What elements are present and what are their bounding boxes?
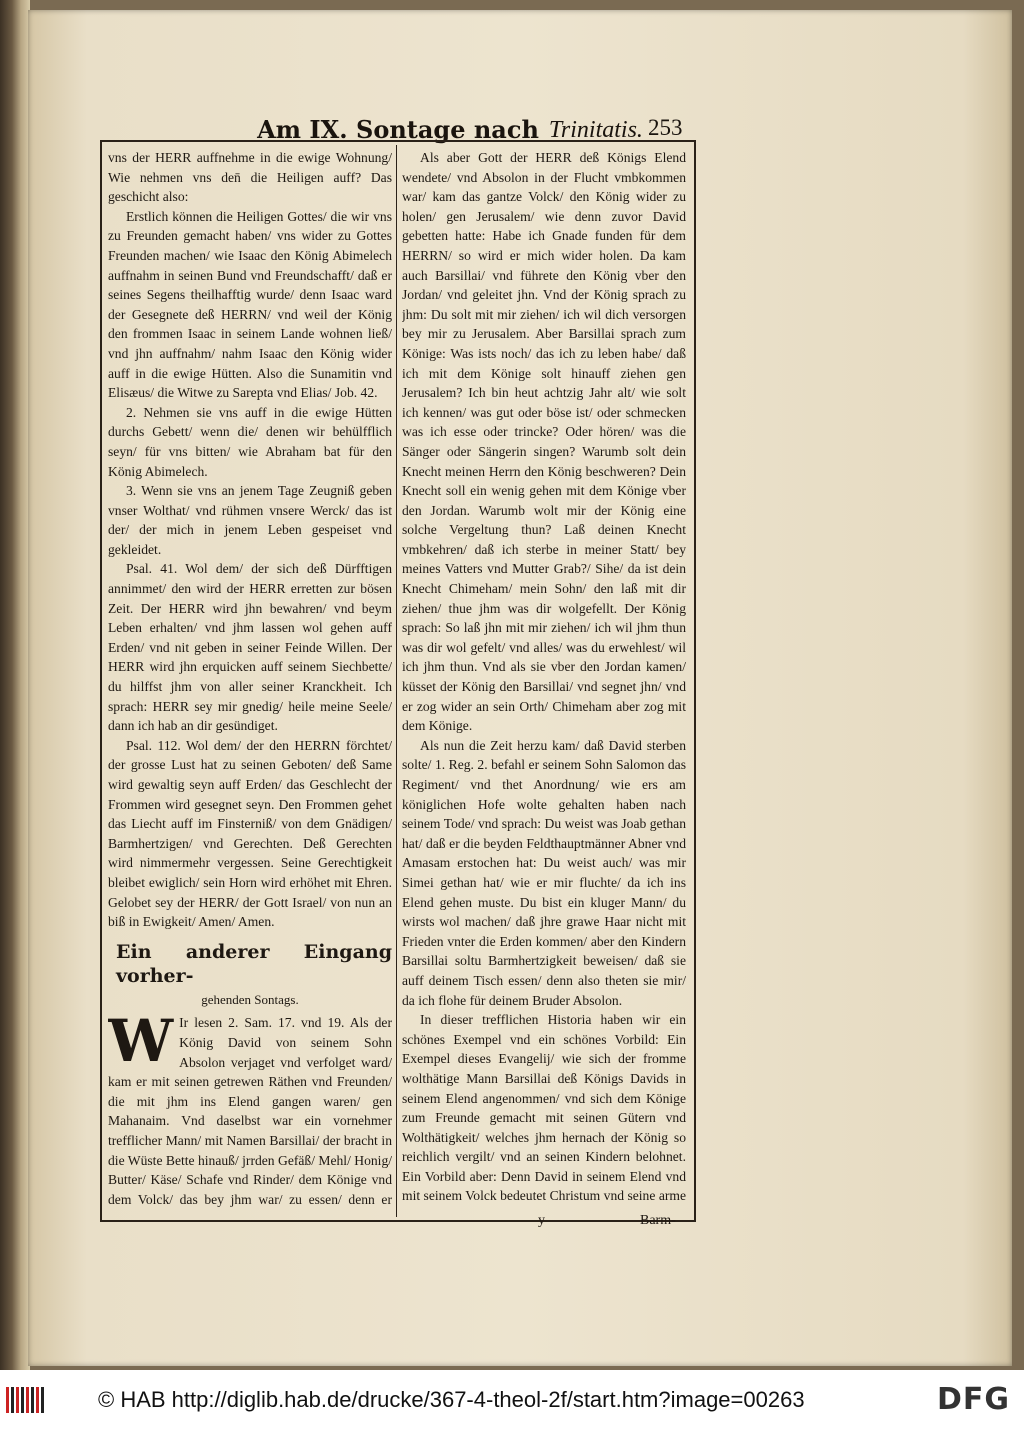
paragraph: Psal. 112. Wol dem/ der den HERRN förchtet/ der grosse Lust hat zu seinen Geboten/ deß Same wird gewaltig seyn auff Erden/ das Geschlecht der Frommen wird gesegnet seyn. Den Frommen gehet das Liecht auff im Finsterniß/ von dem Gnädigen/ Barmhertzigen/ vnd Gerechten. Deß Gerechten wird nimmermehr vergessen. Seine Gerechtigkeit bleibet ewiglich/ sein Horn wird erhöhet mit Ehren. Gelobet sey der HERR/ der Gott Israel/ von nun an biß in Ewigkeit/ Amen/ Amen. <box>108 737 392 930</box>
column-divider <box>396 145 397 1217</box>
credit-link[interactable]: © HAB http://diglib.hab.de/drucke/367-4-theol-2f/start.htm?image=00263 <box>98 1386 805 1412</box>
intro-paragraph <box>108 1007 392 1208</box>
paragraph: 2. Nehmen sie vns auff in die ewige Hütten durchs Gebett/ wenn die/ denen wir behülfflich seyn/ für vns bitten/ wie Abraham bat für den König Abimelech. <box>108 404 392 479</box>
paragraph: Erstlich können die Heiligen Gottes/ die wir vns zu Freunden gemacht haben/ vns wider zu Gottes Freunden machen/ wie Isaac den König Abimelech auffnahm in seinen Bund vnd Freundschafft/ daß er seines Segens theilhafftig wurde/ denn Isaac ward der Gesegnete deß HERRN/ vnd weil der König den frommen Isaac in seinem Lande wohnen ließ/ vnd jhn auffnahm/ nahm Isaac den König wider auff in die ewige Hütten. Also die Sunamitin vnd Elisæus/ die Witwe zu Sarepta vnd Elias/ Job. 42. <box>108 208 392 401</box>
left-column <box>108 148 392 1208</box>
page-number: 253 <box>648 115 683 140</box>
header-title: Am IX. Sontage nach <box>257 115 539 144</box>
paragraph: In dieser trefflichen Historia haben wir ein schönes Exempel vnd ein schönes Vorbild: Ein Exempel dieses Evangelij/ wie sich der fromme wolthätige Mann Barsillai deß Königs Davids in seinem Elend angenommen/ vnd sich dem Könige zum Freunde gemacht mit seinen Gütern vnd Wolthätigkeit/ welches jhm hernach der König so reichlich vergilt/ vnd an seinen Kindern belohnet. Ein Vorbild aber: Denn David in seinem Elend vnd mit seinem Volck bedeutet Christum vnd seine arme <box>402 1012 686 1204</box>
intro-text: Ir lesen 2. Sam. 17. vnd 19. Als der König David von seinem Sohn Absolon verjaget vnd verfolget ward/ kam er mit seinen getrewen Räthen vnd Freunden/ die mit jhm ins Elend gangen waren/ gen Mahanaim. Vnd daselbst war ein vornehmer trefflicher Mann/ mit Namen Barsillai/ der bracht in die Wüste Bette hinauß/ jrrden Gefäß/ Mehl/ Honig/ Butter/ Käse/ Schafe vnd Rinder/ dem Könige vnd dem Volck/ das bey jhm war/ zu essen/ denn er <box>108 1015 392 1207</box>
section-subheading: gehenden Sontags. <box>201 991 299 1007</box>
dfg-logo: DFG <box>936 1382 1010 1417</box>
section-heading: Ein anderer Eingang vorher- <box>116 940 392 987</box>
signature-mark: y <box>538 1213 545 1228</box>
paragraph: Psal. 41. Wol dem/ der sich deß Dürfftigen annimmet/ den wird der HERR erretten zur bösen Zeit. Der HERR wird jhn bewahren/ vnd beym Leben erhalten/ vnd jhm lassen wol gehen auff Erden/ vnd nit geben in seiner Feinde Willen. Der HERR wird jhn erquicken auff seinem Siechbette/ du hilffst jhm von aller seiner Kranckheit. Ich sprach: HERR sey mir gnedig/ heile meine Seele/ dann ich hab an dir gesündiget. <box>108 561 392 734</box>
paragraph: vns der HERR auffnehme in die ewige Wohnung/ Wie nehmen vns den̄ die Heiligen auff? Das geschicht also: <box>108 150 392 205</box>
paragraph: Als aber Gott der HERR deß Königs Elend wendete/ vnd Absolon in der Flucht vmbkommen war/ kam das gantze Volck/ den König wider zu holen/ gen Jerusalem/ wie denn zuvor David gebetten hatte: Habe ich Gnade funden für dem HERRN/ so wird er mich wider holen. Da kam auch Barsillai/ vnd führete den König vber den Jordan/ vnd geleitet jhn. Vnd der König sprach zu jhm: Du solt mit mir ziehen/ ich wil dich versorgen bey mir zu Jerusalem. Aber Barsillai sprach zum Könige: Was ists noch/ das ich zu leben habe/ daß ich mit dem Könige solt hinauff ziehen gen Jerusalem? Ich bin heut achtzig Jahr alt/ wie solt ich kennen/ was gut oder böse ist/ oder schmecken was ich esse oder trincke? Oder hören/ was die Sänger oder Sängerin singen? Warumb solt dein Knecht meinen Herrn den König beschweren? Dein Knecht soll ein wenig gehen mit dem Könige vber den Jordan. Warumb wolt mir der König eine solche Vergeltung thun? Laß deinen Knecht vmbkehren/ daß ich sterbe in meiner Statt/ bey meines Vatters vnd Mutter Grab?/ Sihe/ da ist dein Knecht Chimeham/ mein Sohn/ den laß mit dir ziehen/ thue jhm was dir wolgefellt. Der König sprach: So laß jhn mit mir ziehen/ ich wil jhm thun was dir wol gefelt/ vnd alles/ was du erwehlest/ wil ich jhm thun. Vnd als sie vber den Jordan kamen/ küsset der König den Barsillai/ vnd segnet jhn/ vnd er zog wider an sein Orth/ Chimeham aber zog mit dem Könige. <box>402 150 686 734</box>
catchword: Barm- <box>640 1213 676 1228</box>
right-column <box>402 148 686 1208</box>
book-spine <box>0 0 30 1370</box>
paragraph: Als nun die Zeit herzu kam/ daß David sterben solte/ 1. Reg. 2. befahl er seinem Sohn Salomon das Regiment/ vnd thet Anordnung/ wie ers am königlichen Hofe wolte gehalten haben nach seinem Tode/ vnd sprach: Du weist was Joab gethan hat/ daß er die beyden Feldthauptmänner Abner vnd Amasam erstochen hat: Du weist auch/ was mir Simei gethan hat/ wie er mir fluchte/ da ich ins Elend gehen muste. Du bist ein kluger Mann/ du wirsts wol machen/ daß jhre grawe Haar nicht mit Frieden vnter die Erden kommen/ aber den Kindern Barsillai soltu Barmhertzigkeit beweisen/ daß sie auff deinem Tisch essen/ denn also theten sie mir/ da ich flohe für deinem Bruder Absolon. <box>402 737 686 1008</box>
paragraph: 3. Wenn sie vns an jenem Tage Zeugniß geben vnser Wolthat/ vnd rühmen vnsere Werck/ das ist der/ der mich in jenem Leben gespeiset vnd gekleidet. <box>108 483 392 557</box>
drop-cap: W <box>108 1007 174 1076</box>
library-logo-icon <box>6 1387 48 1413</box>
credit-bar <box>0 1370 1024 1429</box>
header-title-latin: Trinitatis. <box>548 117 643 143</box>
